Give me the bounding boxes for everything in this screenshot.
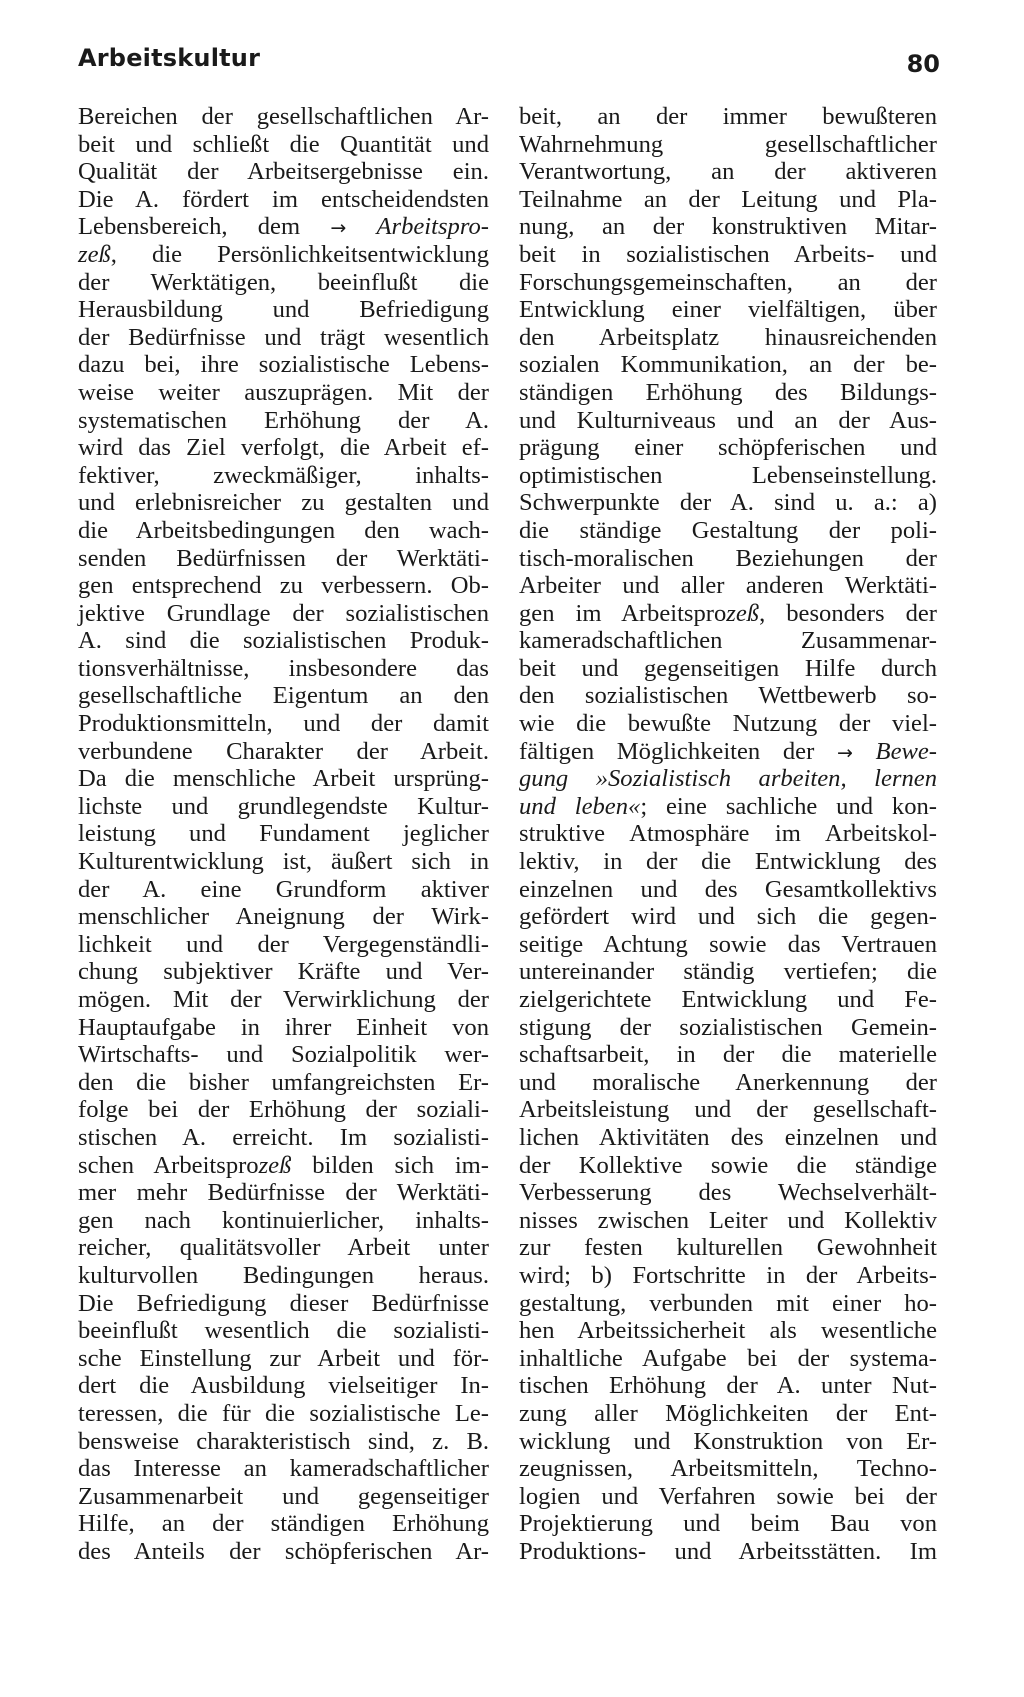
- text-line: reicher, qualitätsvoller Arbeit unter: [78, 1234, 489, 1262]
- text-line: Bereichen der gesellschaftlichen Ar-: [78, 103, 489, 130]
- text-line: chung subjektiver Kräfte und Ver-: [78, 958, 489, 986]
- text-line: dert die Ausbildung vielseitiger In-: [78, 1372, 489, 1400]
- text-line: systematischen Erhöhung der A.: [78, 406, 489, 434]
- text-line: zung aller Möglichkeiten der Ent-: [519, 1399, 937, 1427]
- text-line: wird das Ziel verfolgt, die Arbeit ef-: [78, 434, 489, 462]
- text-line: leistung und Fundament jeglicher: [78, 820, 489, 848]
- text-line: beit und schließt die Quantität und: [78, 130, 489, 158]
- text-line: schen Arbeitsprozeß bilden sich im-: [78, 1151, 489, 1179]
- text-line: und erlebnisreicher zu gestalten und: [78, 489, 489, 517]
- text-line: Verbesserung des Wechselverhält-: [519, 1179, 937, 1207]
- text-line: das Interesse an kameradschaftlicher: [78, 1455, 489, 1483]
- text-line: die ständige Gestaltung der poli-: [519, 516, 937, 544]
- text-line: und leben«; eine sachliche und kon-: [519, 792, 937, 820]
- text-line: schaftsarbeit, in der die materielle: [519, 1041, 937, 1069]
- text-line: Zusammenarbeit und gegenseitiger: [78, 1482, 489, 1510]
- text-line: tionsverhältnisse, insbesondere das: [78, 654, 489, 682]
- text-line: Produktions- und Arbeitsstätten. Im: [519, 1537, 937, 1565]
- text-line: Schwerpunkte der A. sind u. a.: a): [519, 489, 937, 517]
- text-line: gen nach kontinuierlicher, inhalts-: [78, 1206, 489, 1234]
- text-line: Lebensbereich, dem → Arbeitspro-: [78, 213, 489, 241]
- text-line: beit, an der immer bewußteren: [519, 103, 937, 130]
- text-line: hen Arbeitssicherheit als wesentliche: [519, 1317, 937, 1345]
- text-line: wird; b) Fortschritte in der Arbeits-: [519, 1261, 937, 1289]
- text-line: ständigen Erhöhung des Bildungs-: [519, 378, 937, 406]
- text-line: A. sind die sozialistischen Produk-: [78, 627, 489, 655]
- text-line: zeugnissen, Arbeitsmitteln, Techno-: [519, 1455, 937, 1483]
- text-line: Arbeitsleistung und der gesellschaft-: [519, 1096, 937, 1124]
- text-line: mögen. Mit der Verwirklichung der: [78, 986, 489, 1013]
- text-line: fektiver, zweckmäßiger, inhalts-: [78, 461, 489, 489]
- text-line: lektiv, in der die Entwicklung des: [519, 848, 937, 876]
- text-line: Die A. fördert im entscheidendsten: [78, 185, 489, 213]
- text-line: sche Einstellung zur Arbeit und för-: [78, 1344, 489, 1372]
- text-line: die Arbeitsbedingungen den wach-: [78, 516, 489, 544]
- text-line: den die bisher umfangreichsten Er-: [78, 1068, 489, 1096]
- text-line: gen entsprechend zu verbessern. Ob-: [78, 572, 489, 600]
- text-line: untereinander ständig vertiefen; die: [519, 958, 937, 986]
- text-line: und Kulturniveaus und an der Aus-: [519, 406, 937, 434]
- text-line: struktive Atmosphäre im Arbeitskol-: [519, 820, 937, 848]
- text-line: gung »Sozialistisch arbeiten, lernen: [519, 765, 937, 793]
- text-line: und moralische Anerkennung der: [519, 1068, 937, 1096]
- text-line: wie die bewußte Nutzung der viel-: [519, 710, 937, 738]
- text-line: Qualität der Arbeitsergebnisse ein.: [78, 158, 489, 186]
- text-line: gestaltung, verbunden mit einer ho-: [519, 1289, 937, 1317]
- text-line: fältigen Möglichkeiten der → Bewe-: [519, 737, 937, 765]
- text-line: den sozialistischen Wettbewerb so-: [519, 682, 937, 710]
- text-line: gesellschaftliche Eigentum an den: [78, 682, 489, 710]
- text-line: der Werktätigen, beeinflußt die: [78, 268, 489, 296]
- text-line: zielgerichtete Entwicklung und Fe-: [519, 986, 937, 1013]
- text-line: jektive Grundlage der sozialistischen: [78, 599, 489, 627]
- text-column-right: [519, 103, 937, 1565]
- text-line: Hilfe, an der ständigen Erhöhung: [78, 1510, 489, 1538]
- text-line: des Anteils der schöpferischen Ar-: [78, 1537, 489, 1565]
- text-line: zur festen kulturellen Gewohnheit: [519, 1234, 937, 1262]
- text-line: verbundene Charakter der Arbeit.: [78, 737, 489, 765]
- text-line: wicklung und Konstruktion von Er-: [519, 1427, 937, 1455]
- text-line: Wahrnehmung gesellschaftlicher: [519, 130, 937, 158]
- text-line: menschlicher Aneignung der Wirk-: [78, 903, 489, 931]
- running-head: Arbeitskultur: [78, 44, 261, 72]
- text-line: prägung einer schöpferischen und: [519, 434, 937, 462]
- text-line: Entwicklung einer vielfältigen, über: [519, 296, 937, 324]
- page-number: 80: [906, 50, 940, 78]
- text-line: Wirtschafts- und Sozialpolitik wer-: [78, 1041, 489, 1069]
- text-line: beit und gegenseitigen Hilfe durch: [519, 654, 937, 682]
- text-line: inhaltliche Aufgabe bei der systema-: [519, 1344, 937, 1372]
- text-line: mer mehr Bedürfnisse der Werktäti-: [78, 1179, 489, 1207]
- text-line: folge bei der Erhöhung der soziali-: [78, 1096, 489, 1124]
- text-line: sozialen Kommunikation, an der be-: [519, 351, 937, 379]
- text-line: tisch-moralischen Beziehungen der: [519, 544, 937, 572]
- text-line: senden Bedürfnissen der Werktäti-: [78, 544, 489, 572]
- text-line: den Arbeitsplatz hinausreichenden: [519, 323, 937, 351]
- text-line: Kulturentwicklung ist, äußert sich in: [78, 848, 489, 876]
- text-line: kameradschaftlichen Zusammenar-: [519, 627, 937, 655]
- text-line: gen im Arbeitsprozeß, besonders der: [519, 599, 937, 627]
- text-line: bensweise charakteristisch sind, z. B.: [78, 1427, 489, 1455]
- text-line: Teilnahme an der Leitung und Pla-: [519, 185, 937, 213]
- text-line: lichste und grundlegendste Kultur-: [78, 792, 489, 820]
- text-line: der A. eine Grundform aktiver: [78, 875, 489, 903]
- text-line: Produktionsmitteln, und der damit: [78, 710, 489, 738]
- text-line: nung, an der konstruktiven Mitar-: [519, 213, 937, 241]
- text-line: Da die menschliche Arbeit ursprüng-: [78, 765, 489, 793]
- text-line: Die Befriedigung dieser Bedürfnisse: [78, 1289, 489, 1317]
- text-line: der Bedürfnisse und trägt wesentlich: [78, 323, 489, 351]
- text-line: Arbeiter und aller anderen Werktäti-: [519, 572, 937, 600]
- text-line: dazu bei, ihre sozialistische Lebens-: [78, 351, 489, 379]
- text-line: stischen A. erreicht. Im sozialisti-: [78, 1123, 489, 1151]
- text-line: seitige Achtung sowie das Vertrauen: [519, 930, 937, 958]
- text-line: Forschungsgemeinschaften, an der: [519, 268, 937, 296]
- text-line: lichen Aktivitäten des einzelnen und: [519, 1123, 937, 1151]
- text-line: beeinflußt wesentlich die sozialisti-: [78, 1317, 489, 1345]
- text-line: optimistischen Lebenseinstellung.: [519, 461, 937, 489]
- text-line: einzelnen und des Gesamtkollektivs: [519, 875, 937, 903]
- text-line: zeß, die Persönlichkeitsentwicklung: [78, 240, 489, 268]
- text-line: teressen, die für die sozialistische Le-: [78, 1399, 489, 1427]
- text-line: stigung der sozialistischen Gemein-: [519, 1013, 937, 1041]
- text-line: Projektierung und beim Bau von: [519, 1510, 937, 1538]
- text-line: nisses zwischen Leiter und Kollektiv: [519, 1206, 937, 1234]
- text-line: Hauptaufgabe in ihrer Einheit von: [78, 1013, 489, 1041]
- text-line: tischen Erhöhung der A. unter Nut-: [519, 1372, 937, 1400]
- text-line: gefördert wird und sich die gegen-: [519, 903, 937, 931]
- text-line: Herausbildung und Befriedigung: [78, 296, 489, 324]
- text-line: kulturvollen Bedingungen heraus.: [78, 1261, 489, 1289]
- text-line: der Kollektive sowie die ständige: [519, 1151, 937, 1179]
- text-line: lichkeit und der Vergegenständli-: [78, 930, 489, 958]
- text-line: logien und Verfahren sowie bei der: [519, 1482, 937, 1510]
- text-line: Verantwortung, an der aktiveren: [519, 158, 937, 186]
- text-line: weise weiter auszuprägen. Mit der: [78, 378, 489, 406]
- text-line: beit in sozialistischen Arbeits- und: [519, 240, 937, 268]
- text-column-left: [78, 103, 489, 1565]
